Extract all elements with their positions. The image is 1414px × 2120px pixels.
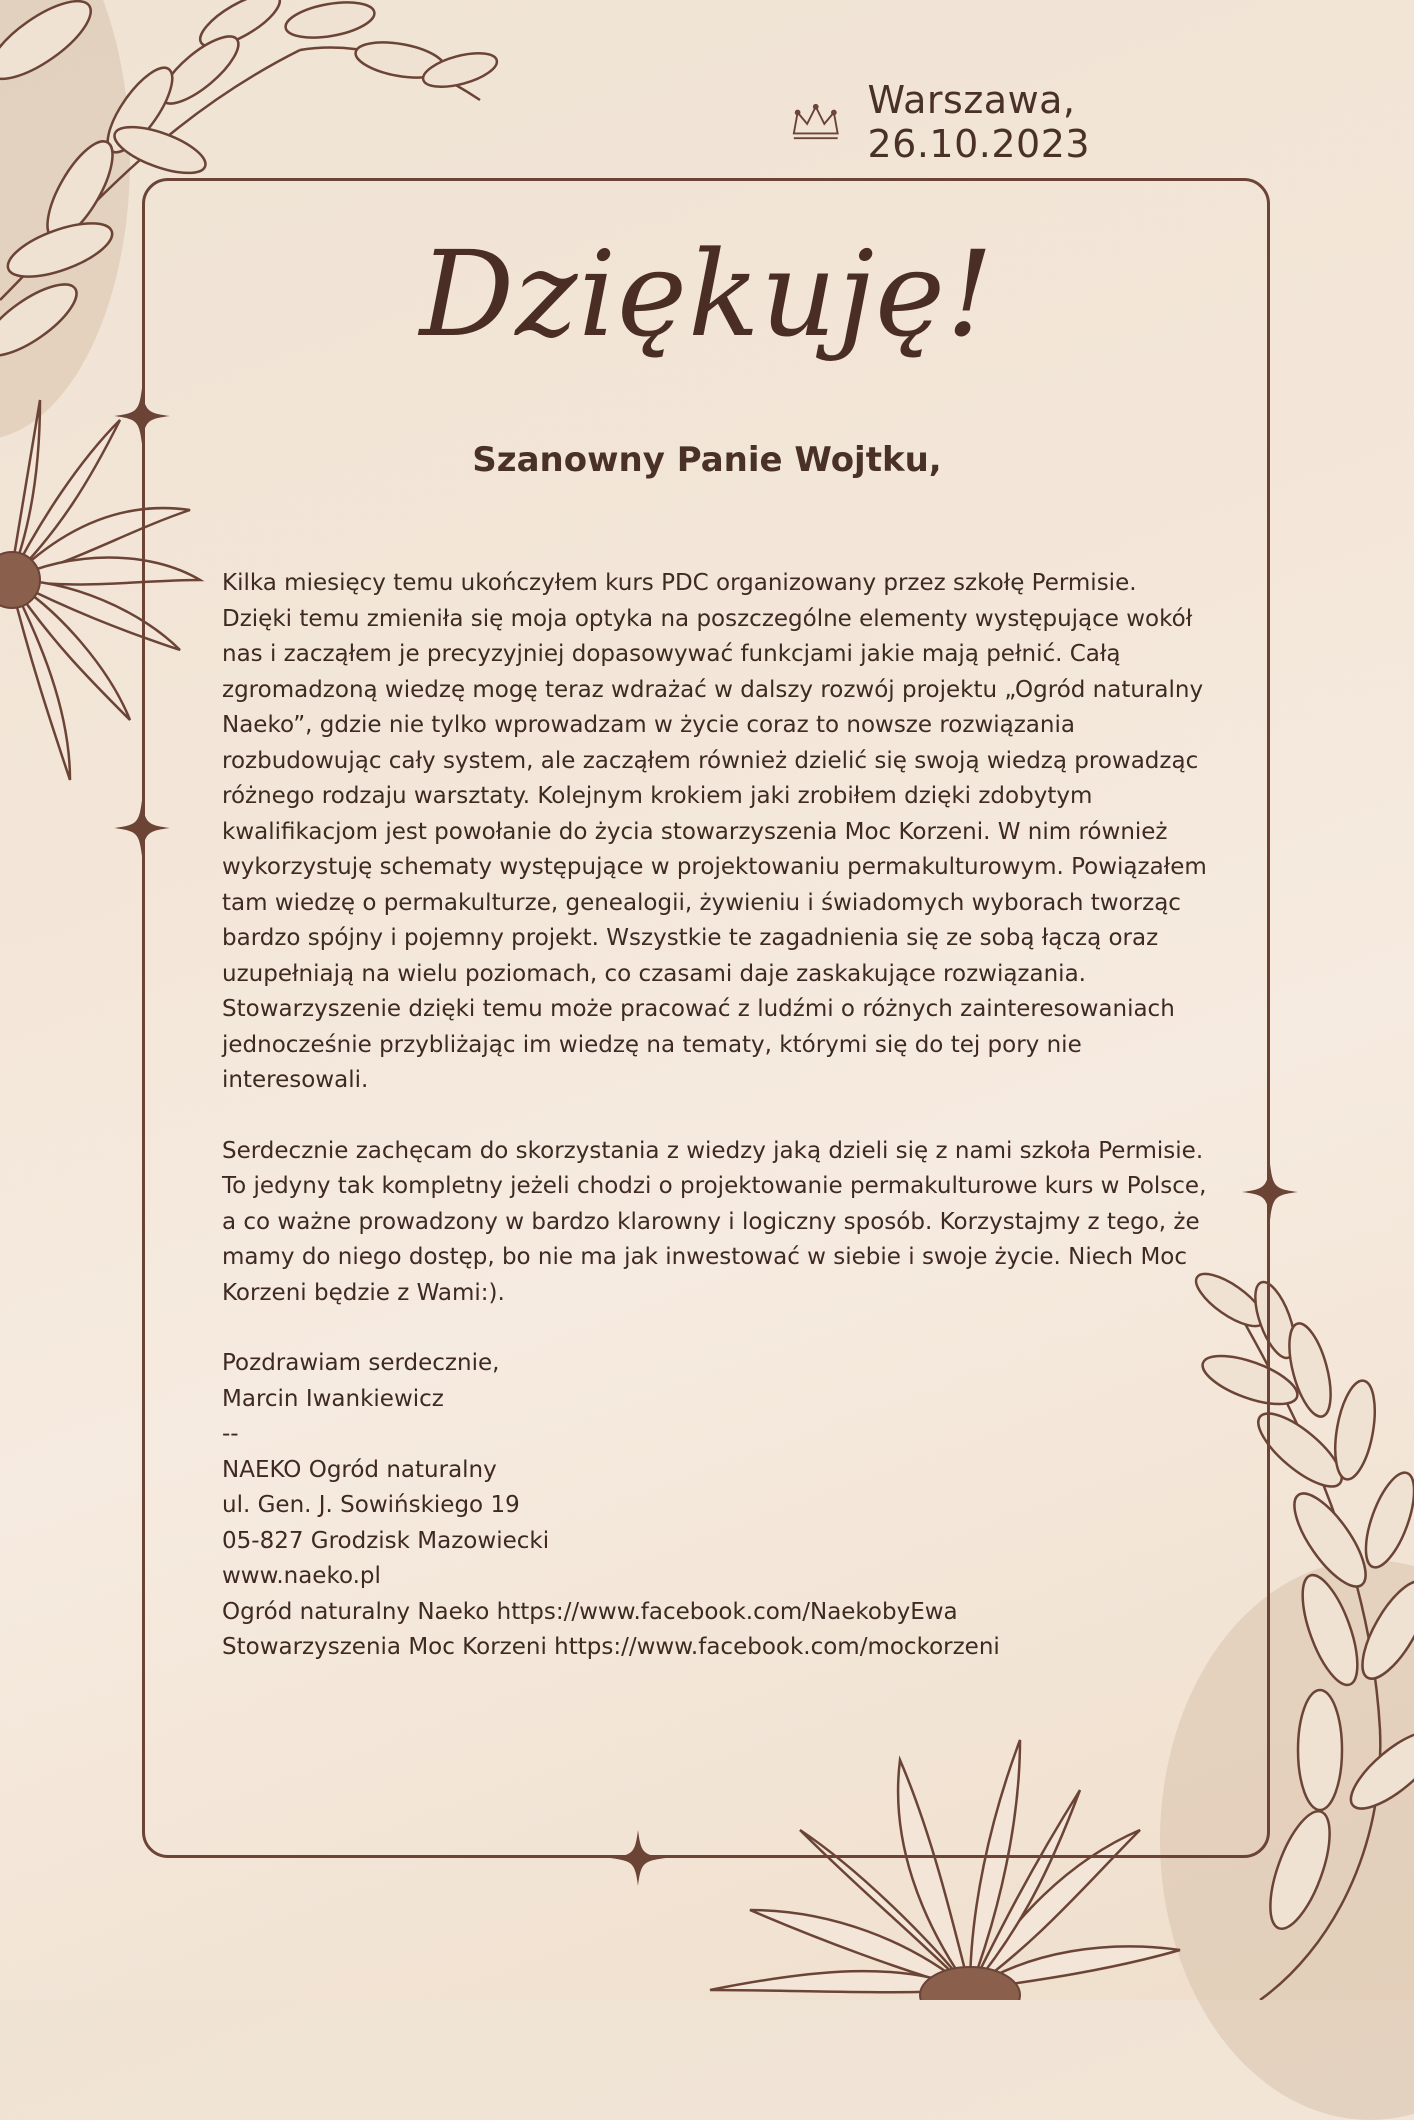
date-header [790,78,1290,166]
facebook-naeko-link[interactable]: Ogród naturalny Naeko https://www.facebook.com/NaekobyEwa [222,1598,958,1625]
body-paragraph-2: Serdecznie zachęcam do skorzystania z wiedzy jaką dzieli się z nami szkoła Permisie. To jedyny tak kompletny jeżeli chodzi o projektowanie permakulturowe kurs w Polsce, a co ważne prowadzony w bardzo klarowny i logiczny sposób. Korzystajmy z tego, że mamy do niego dostęp, bo nie ma jak inwestować w siebie i swoje życie. Niech Moc Korzeni będzie z Wami:). [222,1137,1207,1306]
crown-icon [790,102,841,142]
signature-block [222,1346,1212,1666]
letter-title: Dziękuję! [419,225,995,363]
closing-line: Pozdrawiam serdecznie, [222,1350,500,1376]
address-city: 05-827 Grodzisk Mazowiecki [222,1527,550,1554]
signer-name: Marcin Iwankiewicz [222,1385,444,1412]
signature-separator: -- [222,1421,239,1447]
body-paragraph-1: Kilka miesięcy temu ukończyłem kurs PDC organizowany przez szkołę Permisie. Dzięki temu zmieniła się moja optyka na poszczególne elementy występujące wokół nas i zacząłem je precyzyjniej dopasowywać funkcjami jakie mają pełnić. Całą zgromadzoną wiedzę mogę teraz wdrażać w dalszy rozwój projektu „Ogród naturalny Naeko”, gdzie nie tylko wprowadzam w życie coraz to nowsze rozwiązania rozbudowując cały system, ale zacząłem również dzielić się swoją wiedzą prowadząc różnego rodzaju warsztaty. Kolejnym krokiem jaki zrobiłem dzięki zdobytym kwalifikacjom jest powołanie do życia stowarzyszenia Moc Korzeni. W nim również wykorzystuję schematy występujące w projektowaniu permakulturowym. Powiązałem tam wiedzę o permakulturze, genealogii, żywieniu i świadomych wyborach tworząc bardzo spójny i pojemny projekt. Wszystkie te zagadnienia się ze sobą łączą oraz uzupełniają na wielu poziomach, co czasami daje zaskakujące rozwiązania. Stowarzyszenie dzięki temu może pracować z ludźmi o różnych zainteresowaniach jednocześnie przybliżając im wiedzę na tematy, którymi się do tej pory nie interesowali. [222,570,1207,1093]
letter-salutation: Szanowny Panie Wojtku, [472,440,942,480]
corner-blob-top-left [0,0,130,440]
org-name: NAEKO Ogród naturalny [222,1456,497,1483]
letter-date: Warszawa, 26.10.2023 [867,78,1091,166]
website-link[interactable]: www.naeko.pl [222,1563,381,1589]
letter-body [222,566,1212,1666]
facebook-moc-korzeni-link[interactable]: Stowarzyszenia Moc Korzeni https://www.facebook.com/mockorzeni [222,1634,1000,1660]
address-street: ul. Gen. J. Sowińskiego 19 [222,1492,520,1518]
